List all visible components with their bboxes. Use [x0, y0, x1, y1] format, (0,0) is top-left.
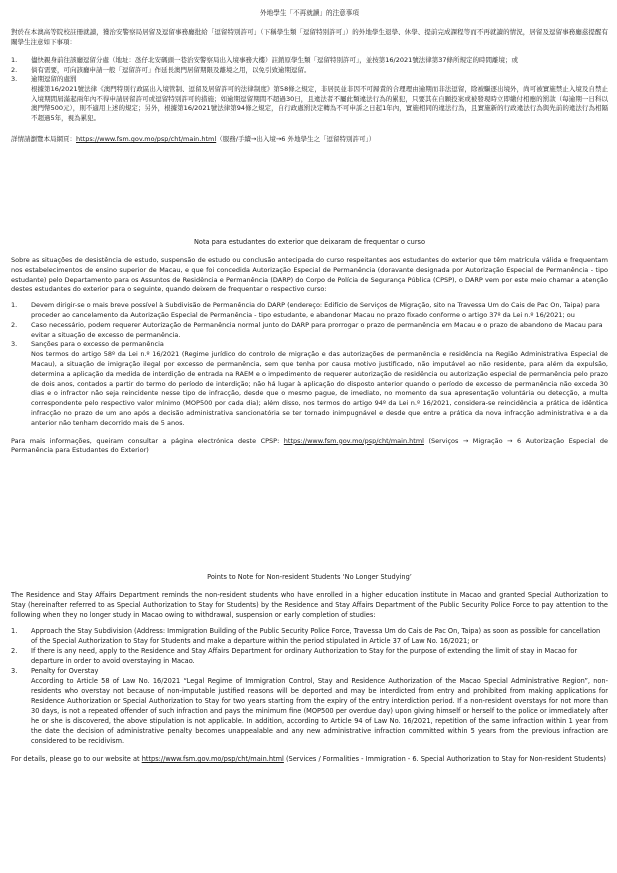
- pt-intro: Sobre as situações de desistência de estudo, suspensão de estudo ou conclusão antecipada do curso respeitantes aos estudantes do exterior que têm matrícula válida e frequentam nos estabelecimentos de ensino superior de Macau, e que foi concedida Autorização Especial de Permanência (doravante designada por Autorização Especial de Permanência - tipo estudante) pelo Departamento para os Assuntos de Residência e Permanência (DARP) do Corpo de Polícia de Segurança Pública (CPSP), o DARP vem por este meio chamar a atenção destes estudantes do exterior para o seguinte, quando deixem de frequentar o respectivo curso:: [11, 256, 608, 294]
- pt-website-link[interactable]: https://www.fsm.gov.mo/psp/cht/main.html: [283, 436, 424, 445]
- portuguese-section: [11, 238, 608, 456]
- zh-more-prefix: 詳情請瀏覽本局網頁：: [11, 135, 76, 144]
- zh-list: [11, 56, 608, 123]
- zh-item-1-text: 儘快親身前往該廳逗留分處（地址：氹仔北安碼頭一巷治安警察局出入境事務大樓）註銷原學生類「逗留特別許可」，並按第16/2021號法律第37條所規定的時間離境；或: [31, 56, 519, 65]
- en-item-3-heading: Penalty for Overstay: [31, 667, 99, 675]
- en-item-1-num: 1.: [11, 627, 18, 635]
- chinese-section: [11, 9, 608, 145]
- zh-item-2-text: 倘有需要，可向該廳申請一般「逗留許可」作延長澳門居留期限及離境之用，以免引致逾期逗留。: [31, 65, 311, 74]
- en-website-link[interactable]: https://www.fsm.gov.mo/psp/cht/main.html: [141, 755, 284, 763]
- pt-item-1: [11, 301, 608, 321]
- en-item-1-text: Approach the Stay Subdivision (Address: Immigration Building of the Public Security Police Force, Travessa Um do Cais de Pac On, Taipa) as soon as possible for cancellation of the Special Authorization to Stay for Students and make a departure within the period stipulated in Article 37 of Law No. 16/2021; or: [31, 627, 601, 645]
- pt-more-prefix: Para mais informações, queiram consultar a página electrónica deste CPSP:: [11, 436, 284, 445]
- en-more-suffix: (Services / Formalities - Immigration - 6. Special Authorization to Stay for Non-resident Students): [283, 755, 607, 763]
- en-item-2-text: If there is any need, apply to the Residence and Stay Affairs Department for ordinary Authorization to Stay for the purpose of extending the limit of stay in Macao for departure in order to avoid overstaying in Macao.: [31, 647, 578, 665]
- pt-item-3-num: 3.: [11, 340, 18, 349]
- en-item-2: [11, 646, 608, 666]
- en-item-3: [11, 666, 608, 746]
- pt-more-suffix: (Serviços → Migração → 6 Autorização Especial de Permanência para Estudantes do Exterior): [11, 436, 608, 455]
- english-section: [11, 573, 608, 764]
- en-more-info: [11, 754, 608, 764]
- pt-more-info: [11, 437, 608, 457]
- zh-item-2-num: 2.: [11, 65, 18, 74]
- zh-more-suffix: （服務/手續→出入境→6 外地學生之「逗留特別許可」）: [216, 135, 376, 144]
- zh-item-3-text: 根據第16/2021號法律《澳門特別行政區出入境管制、逗留及居留許可的法律制度》第58條之規定，非居民並非因不可歸責的合理理由逾期而非法逗留，除被驅逐出境外，尚可被實施禁止入境及自禁止入境期間屆滿起兩年內不得申請居留許可或逗留特別許可的措施；如逾期逗留期間不超過30日，且違法者不屬此類違法行為的累犯，只要其在自願投案或被發現時立即繳付相應的罰款（每逾期一日科以澳門幣500元），則不適用上述的規定；另外，根據第16/2021號法律第94條之規定，自行政處罰決定轉為不可申訴之日起1年內，實施相同的違法行為，且實施新的行政違法行為與先前的違法行為相隔不超過5年，視為累犯。: [31, 84, 608, 122]
- pt-item-3: [11, 340, 608, 428]
- en-item-1: [11, 626, 608, 646]
- zh-item-3-num: 3.: [11, 75, 18, 84]
- en-title: Points to Note for Non-resident Students ‘No Longer Studying’: [207, 573, 412, 581]
- en-item-2-num: 2.: [11, 647, 18, 655]
- zh-item-3-heading: 逾期逗留的處罰: [31, 75, 77, 84]
- zh-item-2: [11, 66, 608, 76]
- zh-intro: 對於在本澳高等院校註冊就讀，獲治安警察局居留及逗留事務廳批給「逗留特別許可」（下稱學生類「逗留特別許可」）的外地學生退學、休學、提前完成課程等而不再就讀的情況，居留及逗留事務廳茲提醒有關學生注意如下事項：: [11, 28, 608, 46]
- pt-item-3-heading: Sanções para o excesso de permanência: [31, 340, 164, 349]
- en-item-3-text: According to Article 58 of Law No. 16/2021 “Legal Regime of Immigration Control, Stay and Residence Authorization of the Macao Special Administrative Region”, non-residents who overstay not because of non-imputable justified reasons will be deported and may be interdicted from entry and prohibited from making applications for Residence Authorization or Special Authorization to Stay for two years starting from the expiry of the entry interdiction period. If a non-resident overstays for not more than 30 days, is not a repeated offender of such infraction and pays the minimum fine (MOP500 per overdue day) upon giving himself or herself to the police or immediately after he or she is discovered, the above stipulation is not applicable. In addition, according to Article 94 of Law No. 16/2021, repetition of the same infraction within 1 year from the date the decision of administrative penalty becomes unappealable and any new administrative infraction committed within 5 years from the previous infraction are considered to be recidivism.: [31, 677, 608, 745]
- pt-item-1-text: Devem dirigir-se o mais breve possível à Subdivisão de Permanência do DARP (endereço: Edifício de Serviços de Migração, sito na Travessa Um do Cais de Pac On, Taipa) para proceder ao cancelamento da Autorização Especial de Permanência - tipo estudante, e abandonar Macau no prazo fixado conforme o artigo 37º da Lei n.º 16/2021; ou: [31, 301, 600, 319]
- zh-more-info: [11, 135, 608, 145]
- pt-item-1-num: 1.: [11, 301, 18, 310]
- pt-list: [11, 301, 608, 428]
- en-intro: The Residence and Stay Affairs Department reminds the non-resident students who have enrolled in a higher education institute in Macao and granted Special Authorization to Stay (hereinafter referred to as Special Authorization to Stay for Students) by the Residence and Stay Affairs Department of the Public Security Police Force to pay attention to the following when they no longer study in Macao owing to withdrawal, suspension or early completion of studies:: [11, 591, 608, 619]
- zh-item-1-num: 1.: [11, 56, 18, 65]
- zh-title: 外地學生「不再就讀」的注意事項: [260, 9, 359, 17]
- pt-item-2-text: Caso necessário, podem requerer Autorização de Permanência normal junto do DARP para prorrogar o prazo de permanência em Macau e o prazo de abandono de Macau para evitar a situação de excesso de permanência.: [31, 320, 603, 339]
- pt-item-2-num: 2.: [11, 320, 18, 329]
- en-more-prefix: For details, please go to our website at: [11, 755, 142, 763]
- pt-title: Nota para estudantes do exterior que deixaram de frequentar o curso: [193, 238, 426, 246]
- zh-item-3: [11, 75, 608, 123]
- en-list: [11, 626, 608, 746]
- pt-item-3-text: Nos termos do artigo 58º da Lei n.º 16/2021 (Regime jurídico do controlo de migração e das autorizações de permanência e residência na Região Administrativa Especial de Macau), a situação de imigração ilegal por excesso de permanência, sem que tenha por causa motivo justificado, não imputável ao não residente, para além da expulsão, determina a aplicação da medida de interdição de entrada na RAEM e o impedimento de requerer autorização de residência ou autorização especial de permanência pelo prazo de dois anos, contados a partir do termo do período de interdição; não há lugar à aplicação do disposto anterior quando o período de excesso de permanência não exceda 30 dias e o infractor não seja reincidente nesse tipo de infracção, desde que o mesmo pague, de imediato, no momento da sua apresentação voluntária ou detecção, a multa correspondente pelo respectivo valor mínimo (MOP500 por cada dia); além disso, nos termos do artigo 94º da Lei n.º 16/2021, considera-se reincidência a prática de idêntica infracção no prazo de um ano após a decisão administrativa sancionatória se ter tornado inimpugnável e desde que entre a prática da nova infracção administrativa e a da anterior não tenham decorrido mais de 5 anos.: [31, 350, 608, 427]
- pt-item-2: [11, 321, 608, 341]
- zh-website-link[interactable]: https://www.fsm.gov.mo/psp/cht/main.html: [76, 135, 217, 144]
- en-item-3-num: 3.: [11, 667, 18, 675]
- zh-item-1: [11, 56, 608, 66]
